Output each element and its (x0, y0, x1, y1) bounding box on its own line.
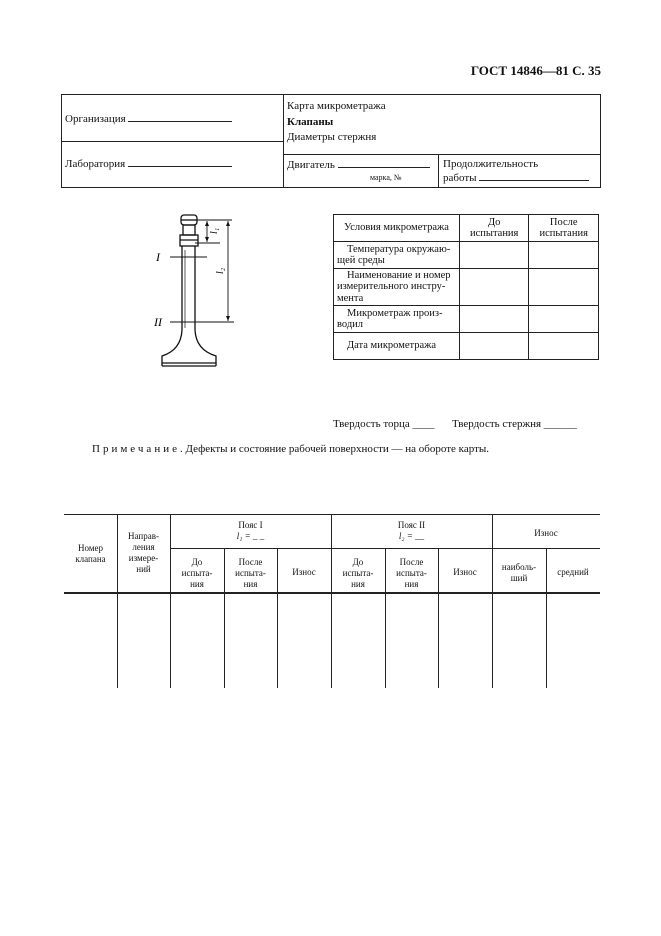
note (92, 443, 489, 456)
duration-field[interactable]: работы (443, 171, 589, 185)
condition-date: Дата микрометража (334, 333, 460, 360)
belt-2-label: II (154, 315, 162, 329)
cell-after-temperature[interactable] (529, 242, 599, 269)
end-hardness-blank[interactable]: ____ (412, 418, 435, 430)
engine-hint: марка, № (370, 173, 402, 182)
organization-field[interactable]: Организация (65, 112, 232, 126)
conditions-header: Условия микрометража (334, 215, 460, 242)
cell-after-date[interactable] (529, 333, 599, 360)
belt-1-wear-header: Износ (292, 567, 316, 577)
laboratory-field[interactable]: Лаборатория (65, 157, 232, 171)
wear-avg-header: средний (557, 567, 589, 577)
direction-header: Направ- ления измере- ний (128, 531, 159, 574)
note-label: Примечание (92, 443, 180, 455)
stem-hardness-label: Твердость стержня (452, 418, 542, 430)
valve-number-header: Номер клапана (75, 543, 106, 564)
conditions-table (333, 214, 599, 360)
note-text: . Дефекты и состояние рабочей поверхности — на обороте карты. (179, 443, 490, 455)
end-hardness-label: Твердость торца (333, 418, 410, 430)
hardness-line (333, 418, 577, 431)
condition-temperature: Температура окружаю- щей среды (334, 242, 460, 269)
wear-header: Износ (534, 528, 558, 538)
before-test-header: До испытания (459, 215, 529, 242)
stem-hardness-blank[interactable]: ______ (543, 418, 577, 430)
wear-max-header: наиболь- ший (501, 562, 537, 583)
belt-1-header: Пояс I l₁ = _ _ (236, 520, 265, 541)
engine-field[interactable]: Двигатель (287, 158, 430, 172)
page-header: ГОСТ 14846—81 С. 35 (470, 63, 601, 78)
dimension-l2-label: l₂ (215, 267, 226, 274)
valve-drawing (150, 210, 270, 375)
cell-before-date[interactable] (459, 333, 529, 360)
belt-1-after-header: После испыта- ния (235, 557, 266, 589)
belt-2-before-header: До испыта- ния (342, 557, 374, 589)
belt-2-header: Пояс II l₂ = __ (397, 520, 426, 541)
cell-after-instrument[interactable] (529, 269, 599, 306)
dimension-l1-label: l₁ (209, 227, 220, 234)
belt-2-wear-header: Износ (453, 567, 477, 577)
cell-before-temperature[interactable] (459, 242, 529, 269)
condition-performed-by: Микрометраж произ- водил (334, 306, 460, 333)
cell-after-performed-by[interactable] (529, 306, 599, 333)
card-subject: Диаметры стержня (287, 131, 377, 143)
belt-2-after-header: После испыта- ния (396, 557, 427, 589)
after-test-header: После испытания (529, 215, 599, 242)
duration-label: Продолжительность (443, 158, 539, 170)
cell-before-performed-by[interactable] (459, 306, 529, 333)
card-title: Карта микрометража (287, 100, 386, 112)
card-subtitle: Клапаны (287, 116, 334, 128)
belt-1-before-header: До испыта- ния (181, 557, 213, 589)
condition-instrument: Наименование и номер измерительного инстру- мента (334, 269, 460, 306)
cell-before-instrument[interactable] (459, 269, 529, 306)
belt-1-label: I (156, 250, 160, 264)
